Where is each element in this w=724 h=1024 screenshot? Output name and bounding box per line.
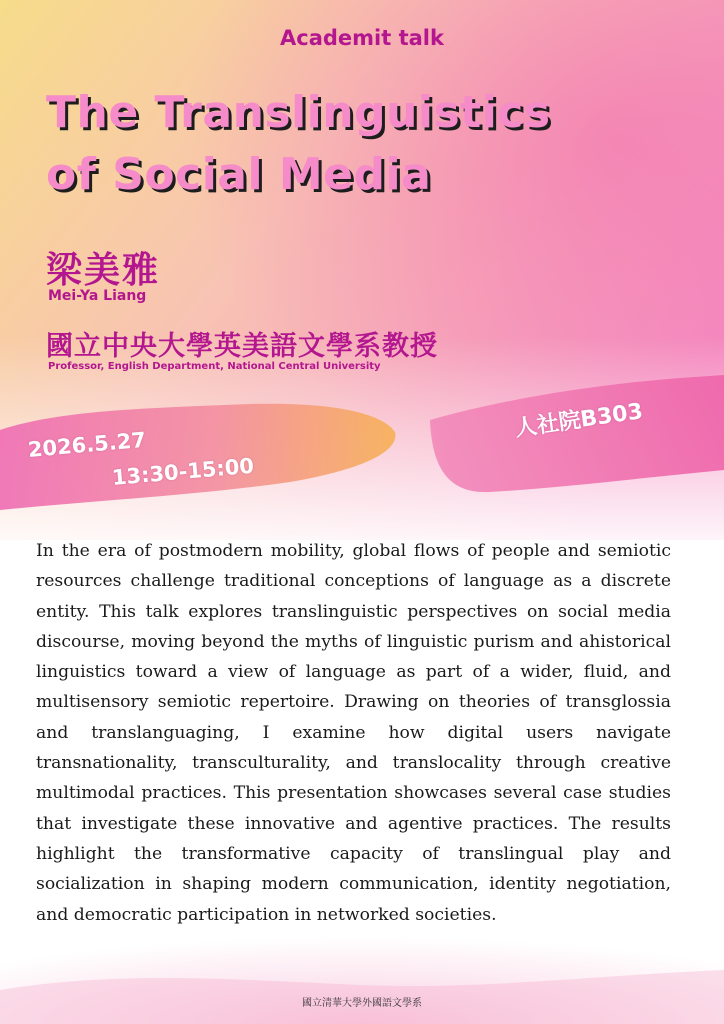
- talk-title: [46, 82, 706, 206]
- talk-abstract: In the era of postmodern mobility, global flows of people and semiotic resources challenge traditional conceptions of language as a discrete entity. This talk explores translinguistic perspectives on social media discourse, moving beyond the myths of linguistic purism and ahistorical linguistics toward a view of language as part of a wider, fluid, and multisensory semiotic repertoire. Drawing on theories of transglossia and translanguaging, I examine how digital users navigate transnationality, transculturality, and translocality through creative multimodal practices. This presentation showcases several case studies that investigate these innovative and agentive practices. The results highlight the transformative capacity of translingual play and socialization in shaping modern communication, identity negotiation, and democratic participation in networked societies.: [36, 541, 671, 925]
- title-line-1: The Translinguistics: [46, 87, 551, 138]
- speaker-affiliation-chinese: 國立中央大學英美語文學系教授: [46, 331, 438, 362]
- event-time: 13:30-15:00: [110, 453, 255, 490]
- speaker-name-chinese: 梁美雅: [46, 250, 161, 291]
- title-line-2: of Social Media: [46, 149, 432, 200]
- speaker-name-english: Mei-Ya Liang: [48, 288, 147, 304]
- speaker-affiliation-english: Professor, English Department, National Central University: [48, 361, 381, 372]
- event-room: 人社院B303: [513, 399, 645, 442]
- talk-kicker: Academit talk: [280, 26, 444, 50]
- event-date: 2026.5.27: [26, 427, 147, 462]
- organizer-footer: 國立清華大學外國語文學系: [302, 998, 422, 1009]
